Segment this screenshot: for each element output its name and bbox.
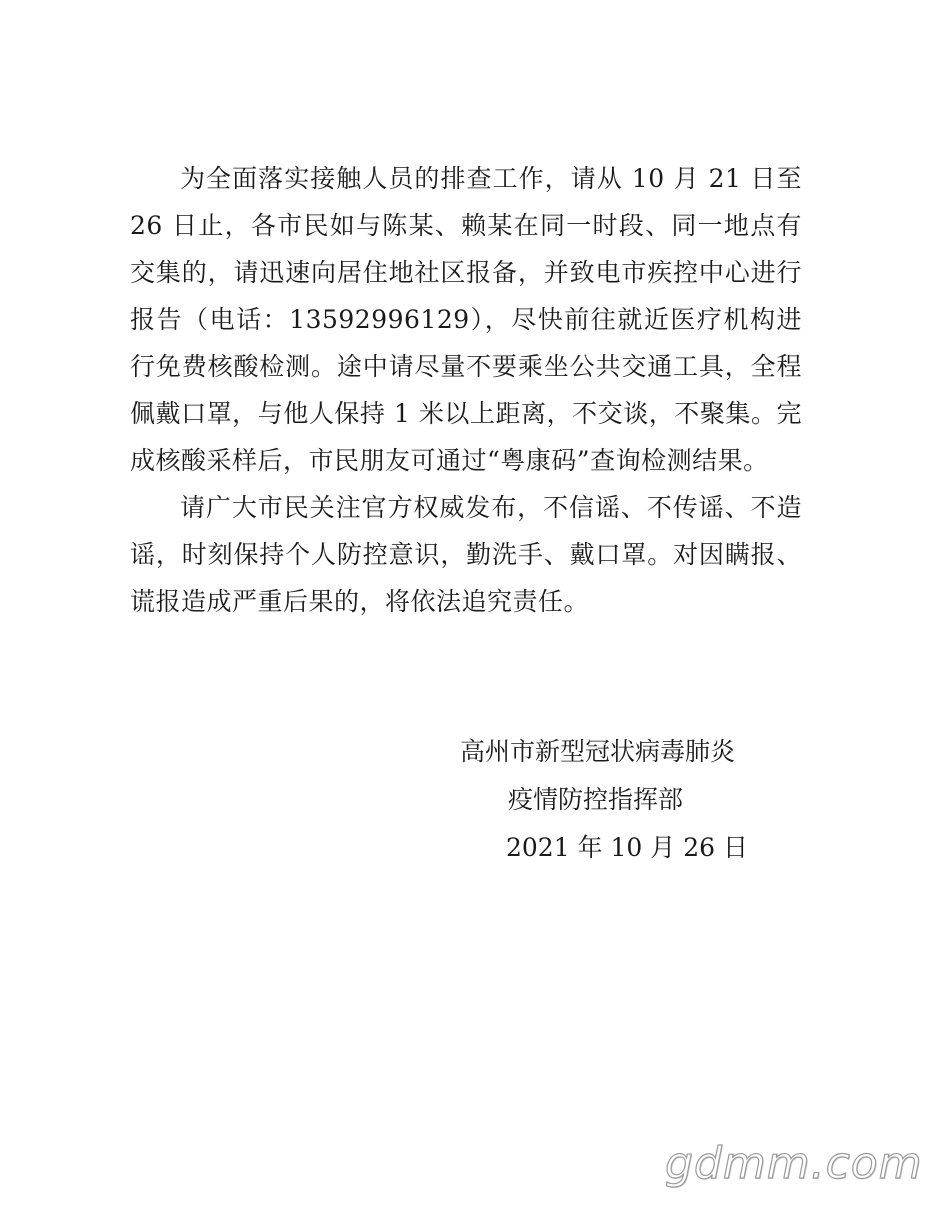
- paragraph-2: 请广大市民关注官方权威发布，不信谣、不传谣、不造谣，时刻保持个人防控意识，勤洗手、戴口罩。对因瞒报、谎报造成严重后果的，将依法追究责任。: [130, 493, 802, 616]
- issuer-name-line1: 高州市新型冠状病毒肺炎: [460, 737, 736, 766]
- signature-block: [420, 728, 780, 872]
- issue-date: 2021 年 10 月 26 日: [506, 833, 748, 862]
- issuer-name-line2: 疫情防控指挥部: [508, 785, 684, 814]
- site-watermark: gdmm.com: [665, 1138, 923, 1189]
- notice-body: [130, 155, 802, 625]
- paragraph-1: 为全面落实接触人员的排查工作，请从 10 月 21 日至 26 日止，各市民如与陈某、赖某在同一时段、同一地点有交集的，请迅速向居住地社区报备，并致电市疾控中心进行报告（电话：13592996129），尽快前往就近医疗机构进行免费核酸检测。途中请尽量不要乘坐公共交通工具，全程佩戴口罩，与他人保持 1 米以上距离，不交谈，不聚集。完成核酸采样后，市民朋友可通过“粤康码”查询检测结果。: [130, 164, 802, 475]
